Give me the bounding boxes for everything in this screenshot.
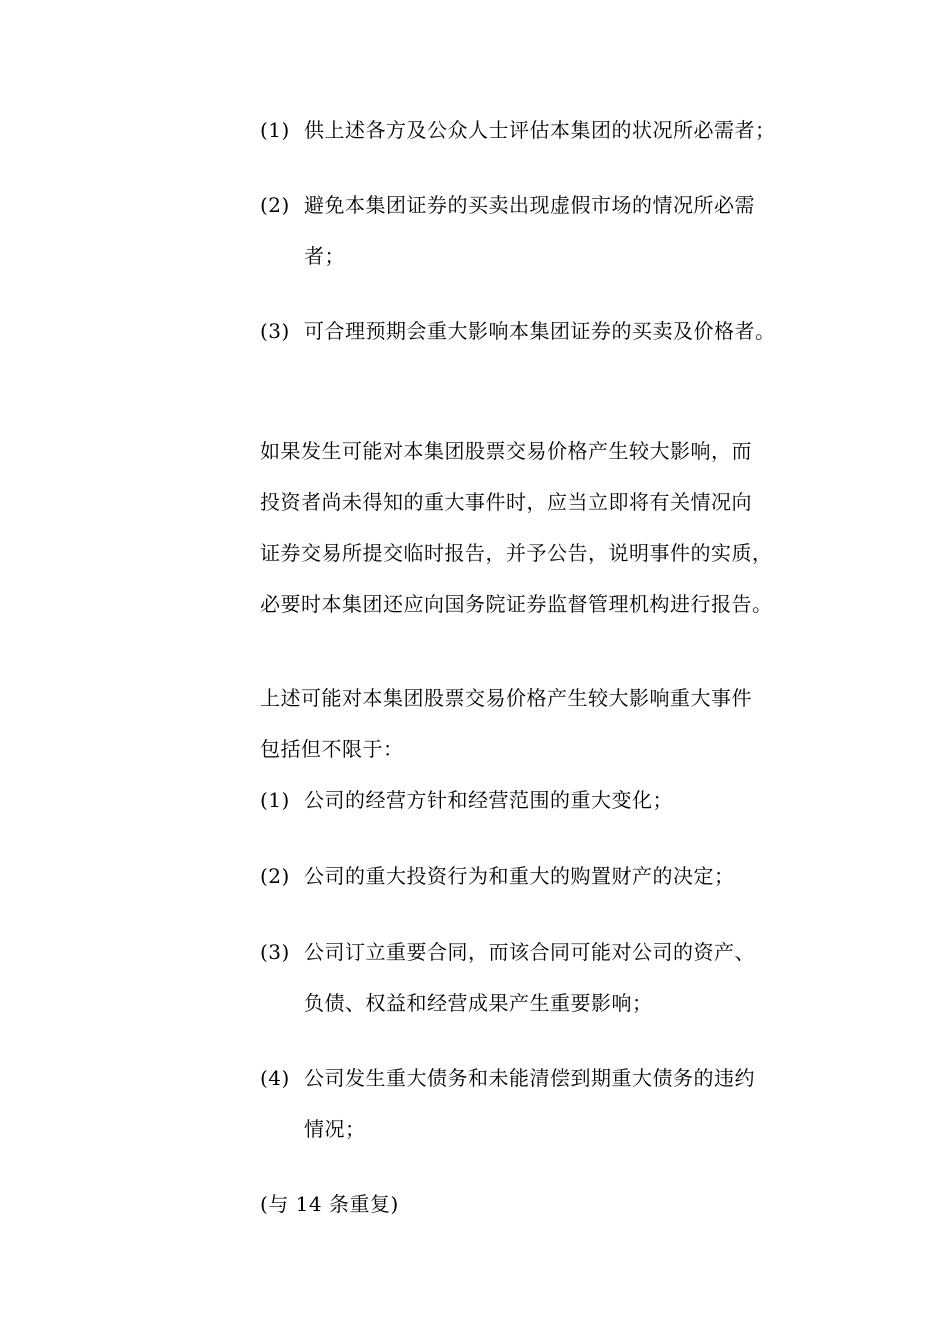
list-item-number: (3) (260, 319, 290, 343)
paragraph-line: 投资者尚未得知的重大事件时，应当立即将有关情况向 (260, 490, 752, 514)
list-item-number: (2) (260, 864, 290, 888)
list-item-number: (4) (260, 1066, 290, 1090)
list-item-text: 可合理预期会重大影响本集团证券的买卖及价格者。 (304, 319, 776, 343)
paragraph-line: 包括但不限于： (260, 737, 404, 761)
list-item (260, 788, 673, 812)
list-item-text: 公司的重大投资行为和重大的购置财产的决定； (304, 864, 735, 888)
list-item-number: (3) (260, 940, 290, 964)
list-item-number: (1) (260, 118, 290, 142)
list-item (260, 864, 735, 888)
list-item (260, 319, 776, 343)
list-item-text: 公司发生重大债务和未能清偿到期重大债务的违约 (304, 1066, 755, 1090)
list-item (260, 118, 776, 142)
list-item-continuation: 者； (304, 244, 345, 268)
paragraph-line: 如果发生可能对本集团股票交易价格产生较大影响，而 (260, 439, 752, 463)
list-item (260, 940, 755, 964)
list-item-text: 供上述各方及公众人士评估本集团的状况所必需者； (304, 118, 776, 142)
list-item-number: (1) (260, 788, 290, 812)
paragraph-line: 必要时本集团还应向国务院证券监督管理机构进行报告。 (260, 592, 773, 616)
list-item (260, 193, 755, 217)
list-item-continuation: 负债、权益和经营成果产生重要影响； (304, 991, 653, 1015)
paragraph-line: 上述可能对本集团股票交易价格产生较大影响重大事件 (260, 686, 752, 710)
list-item-text: 公司订立重要合同，而该合同可能对公司的资产、 (304, 940, 755, 964)
list-item-text: 公司的经营方针和经营范围的重大变化； (304, 788, 673, 812)
list-item-text: 避免本集团证券的买卖出现虚假市场的情况所必需 (304, 193, 755, 217)
paragraph-line: 证券交易所提交临时报告，并予公告，说明事件的实质， (260, 541, 773, 565)
list-item (260, 1066, 755, 1090)
note-text: (与 14 条重复) (260, 1192, 399, 1216)
list-item-number: (2) (260, 193, 290, 217)
list-item-continuation: 情况； (304, 1117, 366, 1141)
